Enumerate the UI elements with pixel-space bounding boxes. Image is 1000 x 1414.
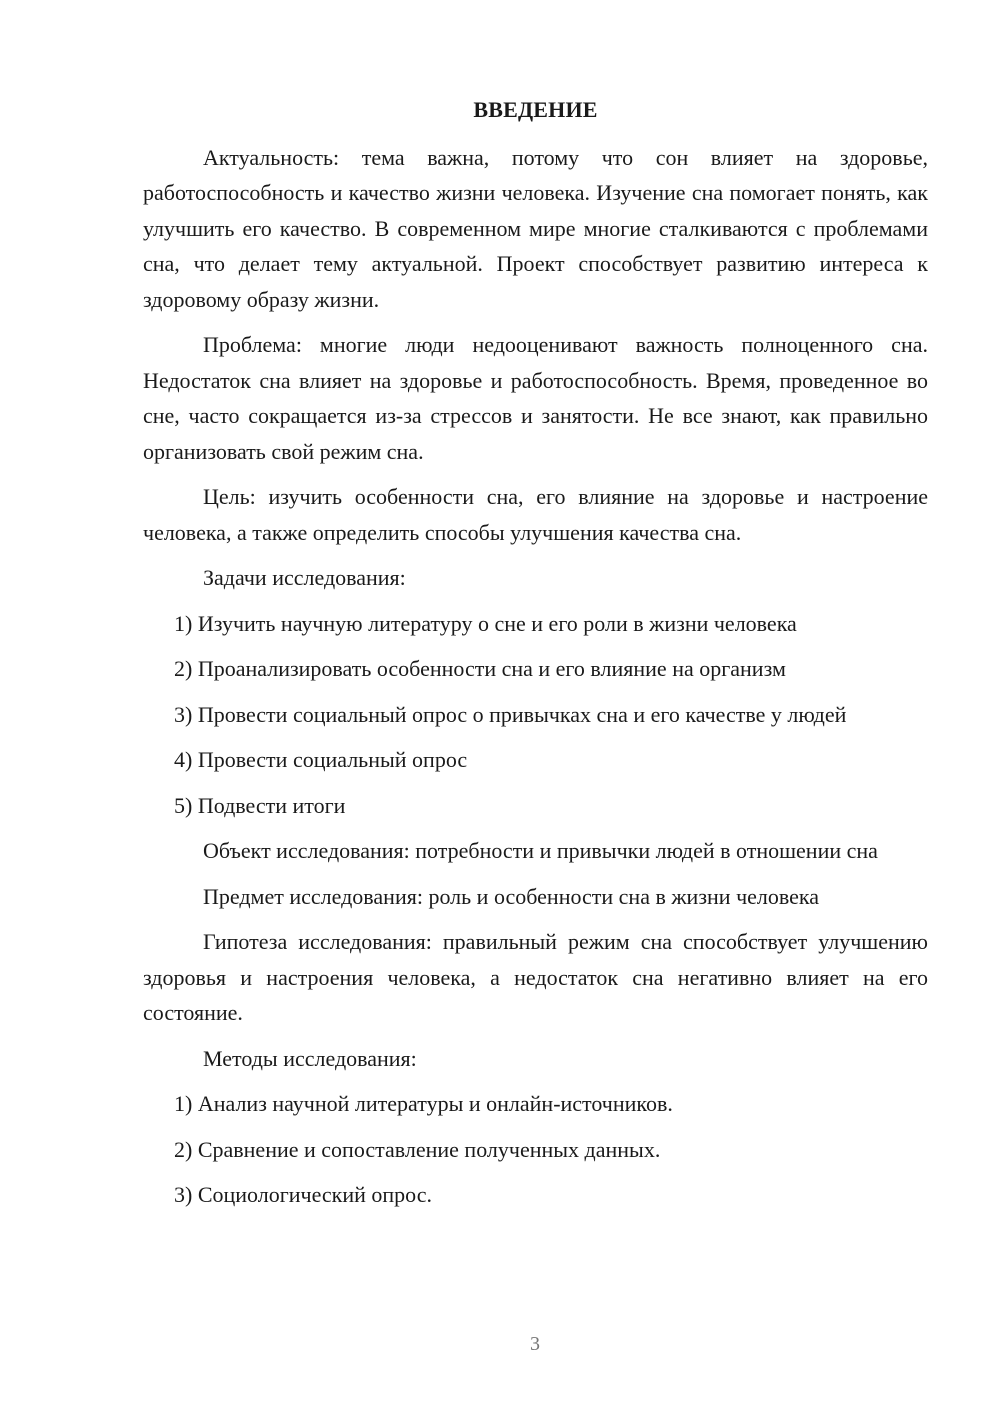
section-heading: ВВЕДЕНИЕ — [473, 97, 598, 122]
object-paragraph: Объект исследования: потребности и привычки людей в отношении сна — [203, 838, 878, 863]
document-page — [143, 92, 928, 1223]
methods-label: Методы исследования: — [203, 1045, 417, 1071]
page-number: 3 — [530, 1333, 540, 1355]
actuality-paragraph: Актуальность: тема важна, потому что сон влияет на здоровье, работоспособность и качество жизни человека. Изучение сна помогает понять, как улучшить его качество. В современном мире многие сталкиваются с проблемами сна, что делает тему актуальной. Проект способствует развитию интереса к здоровому образу жизни. — [143, 144, 928, 312]
task-item: 4) Провести социальный опрос — [174, 747, 468, 772]
tasks-label: Задачи исследования: — [203, 565, 406, 590]
method-item: 3) Социологический опрос. — [174, 1182, 432, 1207]
task-item: 3) Провести социальный опрос о привычках сна и его качестве у людей — [174, 701, 847, 727]
task-item: 2) Проанализировать особенности сна и его влияние на организм — [174, 656, 786, 681]
goal-paragraph: Цель: изучить особенности сна, его влияние на здоровье и настроение человека, а также определить способы улучшения качества сна. — [143, 484, 928, 545]
task-item: 5) Подвести итоги — [174, 792, 346, 818]
task-item: 1) Изучить научную литературу о сне и его роли в жизни человека — [174, 610, 797, 636]
method-item: 1) Анализ научной литературы и онлайн-источников. — [174, 1091, 673, 1116]
method-item: 2) Сравнение и сопоставление полученных данных. — [174, 1136, 661, 1162]
hypothesis-paragraph: Гипотеза исследования: правильный режим сна способствует улучшению здоровья и настроения человека, а недостаток сна негативно влияет на его состояние. — [143, 929, 928, 1025]
problem-paragraph: Проблема: многие люди недооценивают важность полноценного сна. Недостаток сна влияет на здоровье и работоспособность. Время, проведенное во сне, часто сокращается из-за стрессов и занятости. Не все знают, как правильно организовать свой режим сна. — [143, 332, 928, 464]
subject-paragraph: Предмет исследования: роль и особенности сна в жизни человека — [203, 883, 820, 909]
